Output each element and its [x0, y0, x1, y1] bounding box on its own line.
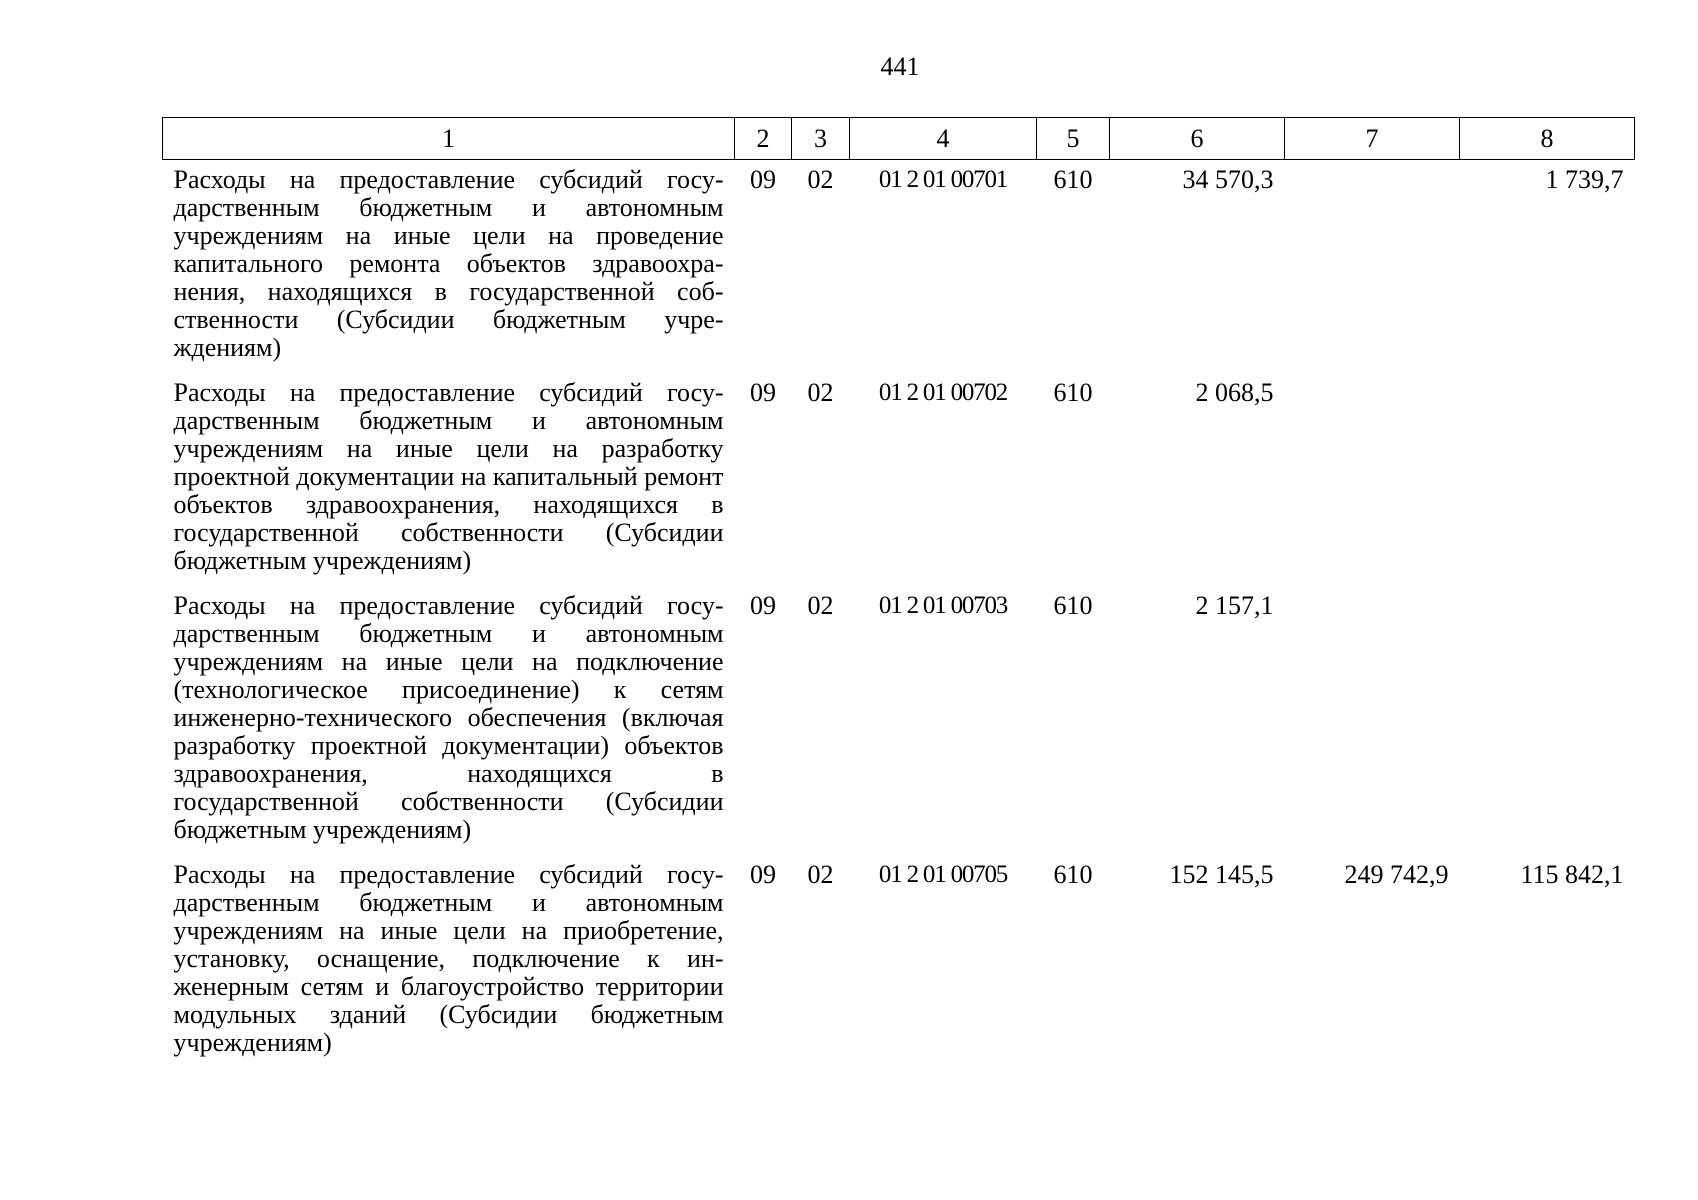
- section-code: 09: [750, 378, 776, 407]
- subsection-code: 02: [807, 591, 834, 620]
- target-article-code: 01 2 01 00702: [878, 379, 1008, 406]
- target-article-code: 01 2 01 00705: [878, 861, 1008, 888]
- amount-col-7: 249 742,9: [1344, 860, 1449, 889]
- table-row: [163, 160, 1635, 374]
- budget-table: [162, 117, 1635, 1068]
- amount-col-7: [1285, 373, 1460, 586]
- amount-col-6: 34 570,3: [1182, 165, 1274, 194]
- page-number: 441: [880, 52, 920, 81]
- column-header: 6: [1110, 118, 1285, 160]
- row-description: Расходы на предоставление субсидий государственным бюджетным и автономным учреждениям на иные цели на приобретение, установку, оснащение, подключение к инженерным сетям и благоустройство территории модульных зданий (Субсидии бюджетным учреждениям): [173, 860, 724, 1057]
- amount-col-8: [1460, 373, 1635, 586]
- amount-col-8: 1 739,7: [1545, 165, 1624, 194]
- table-row: [163, 586, 1635, 855]
- table-row: [163, 855, 1635, 1068]
- row-description: Расходы на предоставление субсидий государственным бюджетным и автономным учреждениям на иные цели на проведение капитального ремонта объектов здравоохранения, находящихся в государственной собственности (Субсидии бюджетным учреждениям): [173, 165, 724, 362]
- amount-col-6: 152 145,5: [1169, 860, 1274, 889]
- expense-type-code: 610: [1053, 860, 1093, 889]
- table-row: [163, 373, 1635, 586]
- amount-col-7: [1285, 160, 1460, 374]
- target-article-code: 01 2 01 00701: [878, 166, 1008, 193]
- column-header: 3: [792, 118, 850, 160]
- subsection-code: 02: [807, 378, 834, 407]
- table-header-row: [163, 118, 1635, 160]
- target-article-code: 01 2 01 00703: [878, 592, 1008, 619]
- column-header: 7: [1285, 118, 1460, 160]
- section-code: 09: [750, 165, 776, 194]
- amount-col-6: 2 068,5: [1195, 378, 1274, 407]
- subsection-code: 02: [807, 860, 834, 889]
- row-description: Расходы на предоставление субсидий государственным бюджетным и автономным учреждениям на иные цели на подключение (технологическое присоединение) к сетям инженерно-технического обеспечения (включая разработку проектной документации) объектов здравоохранения, находящихся в государственной собственности (Субсидии бюджетным учреждениям): [173, 591, 724, 844]
- amount-col-8: 115 842,1: [1520, 860, 1624, 889]
- column-header: 5: [1037, 118, 1110, 160]
- subsection-code: 02: [807, 165, 834, 194]
- column-header: 2: [735, 118, 792, 160]
- column-header: 4: [850, 118, 1037, 160]
- column-header: 1: [163, 118, 735, 160]
- section-code: 09: [750, 860, 776, 889]
- expense-type-code: 610: [1053, 165, 1093, 194]
- column-header: 8: [1460, 118, 1635, 160]
- row-description: Расходы на предоставление субсидий государственным бюджетным и автономным учреждениям на иные цели на разработку проектной документации на капитальный ремонт объектов здравоохранения, находящихся в государственной собственности (Субсидии бюджетным учреждениям): [173, 378, 724, 575]
- amount-col-7: [1285, 586, 1460, 855]
- section-code: 09: [750, 591, 776, 620]
- expense-type-code: 610: [1053, 378, 1093, 407]
- expense-type-code: 610: [1053, 591, 1093, 620]
- amount-col-8: [1460, 586, 1635, 855]
- amount-col-6: 2 157,1: [1195, 591, 1274, 620]
